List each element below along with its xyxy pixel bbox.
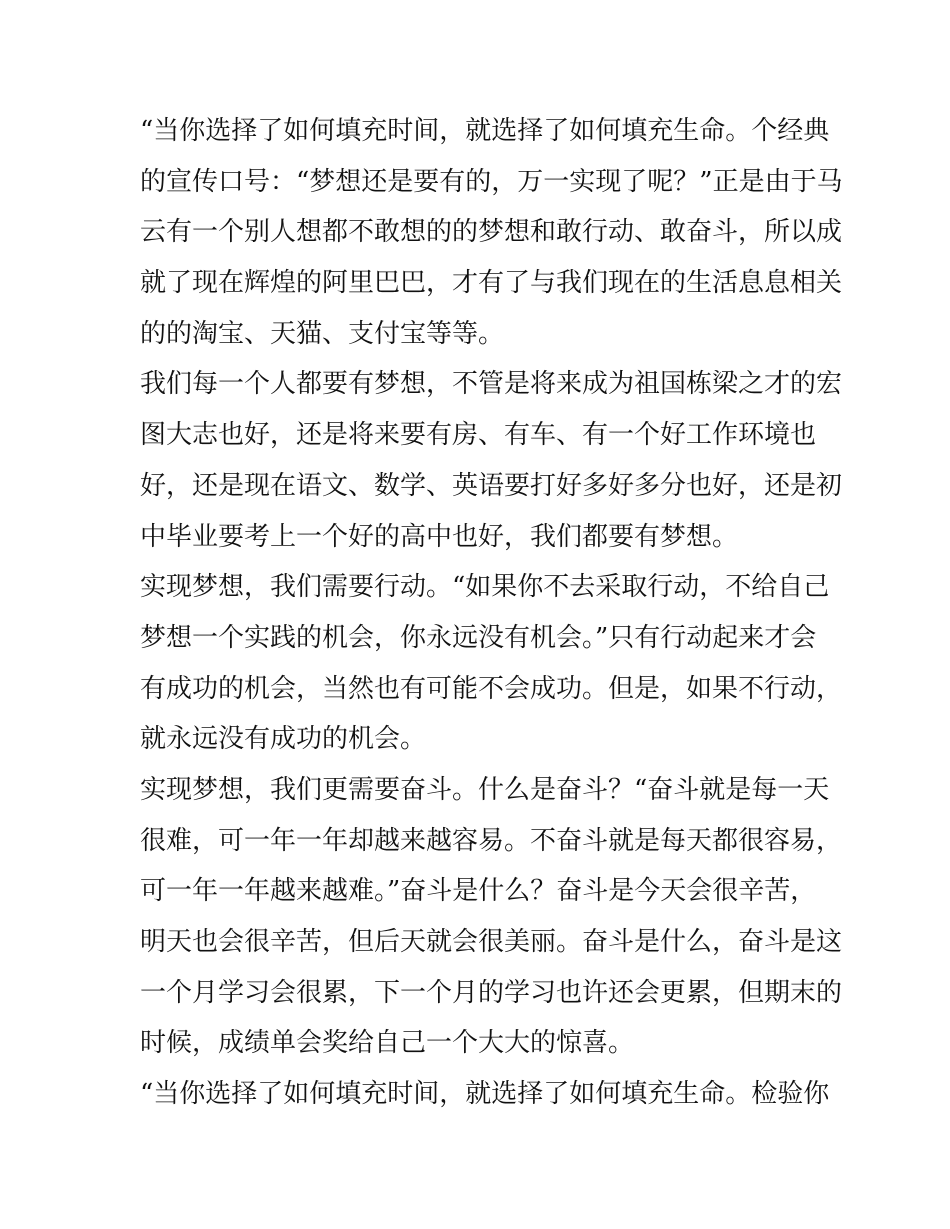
text-line: 实现梦想，我们需要行动。“如果你不去采取行动，不给自己 xyxy=(140,572,830,603)
body-text xyxy=(140,106,843,1120)
text-line: 我们每一个人都要有梦想，不管是将来成为祖国栋梁之才的宏 xyxy=(140,369,843,400)
text-line: 实现梦想，我们更需要奋斗。什么是奋斗？“奋斗就是每一天 xyxy=(140,774,830,805)
text-line: 很难，可一年一年却越来越容易。不奋斗就是每天都很容易， xyxy=(140,825,843,856)
text-line: 有成功的机会，当然也有可能不会成功。但是，如果不行动， xyxy=(140,673,843,704)
text-line: 好，还是现在语文、数学、英语要打好多好多分也好，还是初 xyxy=(140,470,843,501)
text-line: “当你选择了如何填充时间，就选择了如何填充生命。个经典 xyxy=(140,116,830,146)
text-line: 一个月学习会很累，下一个月的学习也许还会更累，但期末的 xyxy=(140,977,843,1008)
text-line: 时候，成绩单会奖给自己一个大大的惊喜。 xyxy=(140,1028,635,1059)
text-line: 明天也会很辛苦，但后天就会很美丽。奋斗是什么，奋斗是这 xyxy=(140,927,843,957)
text-line: 就永远没有成功的机会。 xyxy=(140,724,427,755)
text-line: 可一年一年越来越难。”奋斗是什么？奋斗是今天会很辛苦， xyxy=(140,876,817,907)
text-line: 中毕业要考上一个好的高中也好，我们都要有梦想。 xyxy=(140,521,739,552)
text-line: “当你选择了如何填充时间，就选择了如何填充生命。检验你 xyxy=(140,1079,830,1110)
text-line: 云有一个别人想都不敢想的的梦想和敢行动、敢奋斗，所以成 xyxy=(140,217,843,248)
text-line: 图大志也好，还是将来要有房、有车、有一个好工作环境也 xyxy=(140,420,817,451)
text-line: 的宣传口号：“梦想还是要有的，万一实现了呢？”正是由于马 xyxy=(140,166,843,197)
text-line: 梦想一个实践的机会，你永远没有机会。”只有行动起来才会 xyxy=(140,622,817,653)
text-line: 的的淘宝、天猫、支付宝等等。 xyxy=(140,318,505,349)
text-line: 就了现在辉煌的阿里巴巴，才有了与我们现在的生活息息相关 xyxy=(140,268,843,299)
